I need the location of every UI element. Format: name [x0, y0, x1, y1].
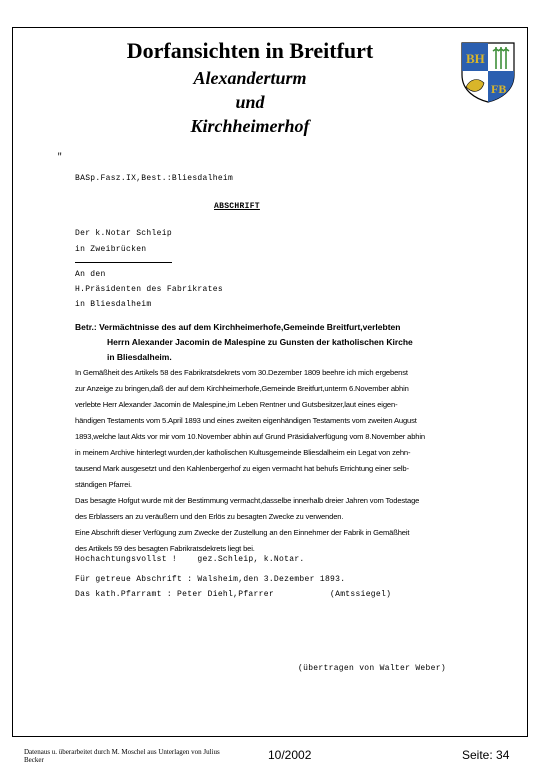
- subject-line-3: in Bliesdalheim.: [107, 352, 172, 362]
- subject-line-2: Herrn Alexander Jacomin de Malespine zu Gunsten der katholischen Kirche: [107, 337, 413, 347]
- svg-text:FB: FB: [491, 82, 507, 96]
- body-line-3: verlebte Herr Alexander Jacomin de Malespine,im Leben Rentner und Gutsbesitzer,laut eines eigen-: [75, 400, 398, 409]
- body-line-7: tausend Mark ausgesetzt und den Kahlenbergerhof zu eigen vermacht hat behufs Errichtung einer selb-: [75, 464, 409, 473]
- archive-reference: BASp.Fasz.IX,Best.:Bliesdalheim: [75, 174, 234, 183]
- body-line-6: in meinem Archive hinterlegt wurden,der katholischen Kultusgemeinde Bliesdalheim ein Legat von zehn-: [75, 448, 411, 457]
- sender-line-1: Der k.Notar Schleip: [75, 229, 172, 238]
- divider: [75, 262, 172, 263]
- official-seal-note: (Amtssiegel): [330, 590, 392, 599]
- body-line-9: Das besagte Hofgut wurde mit der Bestimmung vermacht,dasselbe innerhalb dreier Jahren vom Todestage: [75, 496, 420, 505]
- recipient-line-2: H.Präsidenten des Fabrikrates: [75, 285, 223, 294]
- sender-line-2: in Zweibrücken: [75, 245, 147, 254]
- svg-text:BH: BH: [466, 51, 485, 66]
- body-line-4: händigen Testaments vom 5.April 1893 und eines zweiten eigenhändigen Testaments vom zweiten August: [75, 416, 417, 425]
- coat-of-arms-logo: [460, 41, 516, 103]
- body-line-11: Eine Abschrift dieser Verfügung zum Zwecke der Zustellung an den Einnehmer der Fabrik in Gemäßheit: [75, 528, 410, 537]
- recipient-line-1: An den: [75, 270, 106, 279]
- certification-line: Für getreue Abschrift : Walsheim,den 3.Dezember 1893.: [75, 575, 346, 584]
- closing-signature: Hochachtungsvollst ! gez.Schleip, k.Notar.: [75, 555, 305, 564]
- subtitle-und: und: [235, 92, 265, 112]
- body-line-1: In Gemäßheit des Artikels 58 des Fabrikratsdekrets vom 30.Dezember 1809 beehre ich mich ergebenst: [75, 368, 408, 377]
- footer-page-number: Seite: 34: [462, 748, 510, 762]
- subject-line-1: Betr.: Vermächtnisse des auf dem Kirchheimerhofe,Gemeinde Breitfurt,verlebten: [75, 322, 401, 332]
- subtitle-alexanderturm: Alexanderturm: [193, 68, 307, 88]
- page-title: Dorfansichten in Breitfurt: [126, 38, 374, 63]
- body-line-10: des Erblassers an zu veräußern und den Erlös zu besagten Zwecke zu verwenden.: [75, 512, 344, 521]
- corner-mark: ": [57, 152, 63, 162]
- transcriber-note: (übertragen von Walter Weber): [298, 664, 446, 673]
- footer-credit: Datenaus u. überarbeitet durch M. Moschel aus Unterlagen von Julius Becker: [24, 748, 220, 764]
- document-heading: ABSCHRIFT: [214, 202, 260, 211]
- subtitle-kirchheimerhof: Kirchheimerhof: [190, 116, 310, 136]
- body-line-8: ständigen Pfarrei.: [75, 480, 132, 489]
- footer-date: 10/2002: [268, 748, 312, 762]
- parish-office-line: Das kath.Pfarramt : Peter Diehl,Pfarrer: [75, 590, 274, 599]
- recipient-line-3: in Bliesdalheim: [75, 300, 152, 309]
- body-line-5: 1893,welche laut Akts vor mir vom 10.November abhin auf Grund Präsidialverfügung vom 8.November abhin: [75, 432, 425, 441]
- body-line-12: des Artikels 59 des besagten Fabrikratsdekrets liegt bei.: [75, 544, 255, 553]
- body-line-2: zur Anzeige zu bringen,daß der auf dem Kirchheimerhofe,Gemeinde Breitfurt,unterm 6.November abhin: [75, 384, 409, 393]
